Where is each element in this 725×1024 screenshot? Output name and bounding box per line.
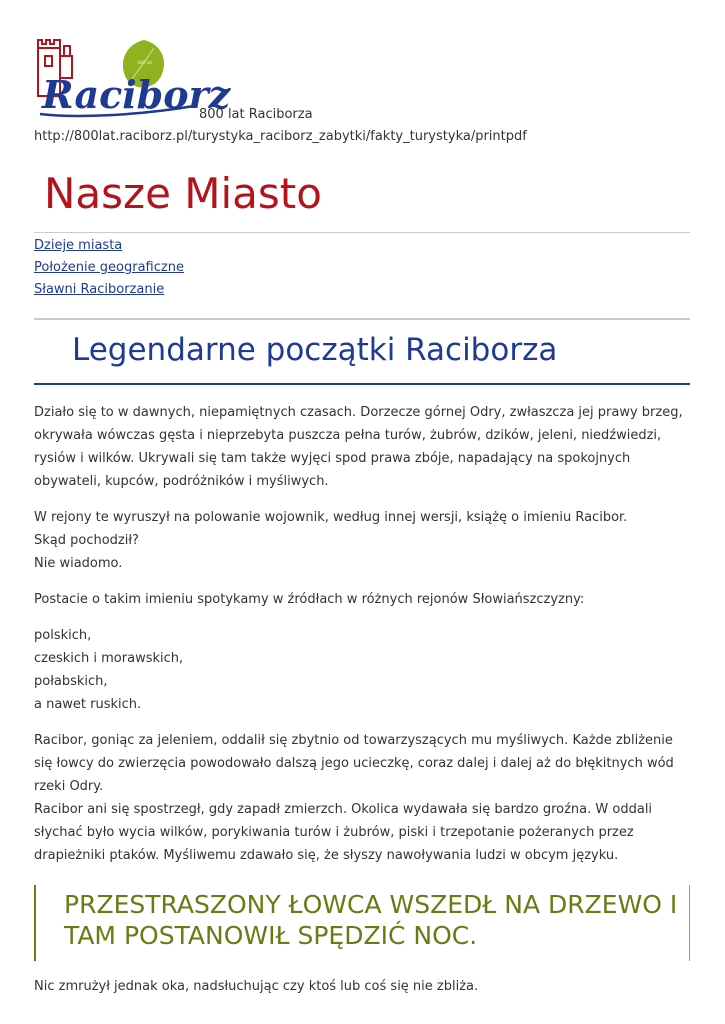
paragraph (34, 401, 690, 493)
paragraph (34, 624, 690, 716)
page-url: http://800lat.raciborz.pl/turystyka_raciborz_zabytki/fakty_turystyka/printpdf (34, 129, 527, 144)
pull-quote-text: PRZESTRASZONY ŁOWCA WSZEDŁ NA DRZEWO I TAM POSTANOWIŁ SPĘDZIĆ NOC. (64, 890, 678, 950)
paragraph: Nic zmrużył jednak oka, nadsłuchując czy ktoś lub coś się nie zbliża. (34, 979, 479, 994)
title-underline (34, 383, 690, 385)
paragraph-line: W rejony te wyruszył na polowanie wojownik, według innej wersji, książę o imieniu Racibor. (34, 510, 628, 525)
paragraph-line: Postacie o takim imieniu spotykamy w źródłach w różnych rejonów Słowiańszczyzny: (34, 592, 585, 607)
logo-wordmark: Raciborz (42, 72, 231, 117)
nav-link-dzieje-miasta[interactable]: Dzieje miasta (34, 238, 123, 253)
nav-link-slawni-raciborzanie[interactable]: Sławni Raciborzanie (34, 282, 165, 297)
paragraph-line: Działo się to w dawnych, niepamiętnych czasach. Dorzecze górnej Odry, zwłaszcza jej prawy brzeg, okrywała wówczas gęsta i nieprzebyta puszcza pełna turów, żubrów, dzików, jeleni, niedźwiedzi, rysiów i wilków. Ukrywali się tam także wyjęci spod prawa zbóje, napadający na spokojnych obywateli, kupców, podróżników i myśliwych. (34, 405, 683, 489)
divider (34, 232, 690, 233)
paragraph-line: Nie wiadomo. (34, 556, 123, 571)
site-name: 800 lat Raciborza (199, 107, 313, 122)
paragraph (34, 588, 690, 611)
paragraph (34, 506, 690, 575)
paragraph-line: Racibor, goniąc za jeleniem, oddalił się zbytnio od towarzyszących mu myśliwych. Każde zbliżenie się łowcy do zwierzęcia powodowało dalszą jego ucieczkę, coraz dalej i dalej aż do błękitnych wód rzeki Odry. (34, 733, 674, 794)
paragraph-line: Racibor ani się spostrzegł, gdy zapadł zmierzch. Okolica wydawała się bardzo groźna. W oddali słychać było wycia wilków, porykiwania turów i żubrów, piski i trzepotanie pożeranych przez drapieżniki ptaków. Myśliwemu zdawało się, że słyszy nawoływania ludzi w obcym języku. (34, 802, 653, 863)
svg-text:800 lat: 800 lat (138, 60, 153, 65)
pull-quote (34, 885, 690, 961)
paragraph (34, 729, 690, 867)
article-body (34, 401, 690, 867)
paragraph-line: Skąd pochodził? (34, 533, 139, 548)
page-header (34, 0, 690, 120)
raciborz-logo (34, 34, 231, 120)
print-page (34, 0, 690, 998)
list-item: a nawet ruskich. (34, 697, 142, 712)
section-nav (34, 235, 690, 301)
article-title: Legendarne początki Raciborza (72, 332, 558, 368)
list-item: czeskich i morawskich, (34, 651, 184, 666)
section-title: Nasze Miasto (44, 169, 322, 218)
nav-link-polozenie-geograficzne[interactable]: Położenie geograficzne (34, 260, 184, 275)
list-item: polskich, (34, 628, 92, 643)
list-item: połabskich, (34, 674, 108, 689)
divider (34, 318, 690, 320)
